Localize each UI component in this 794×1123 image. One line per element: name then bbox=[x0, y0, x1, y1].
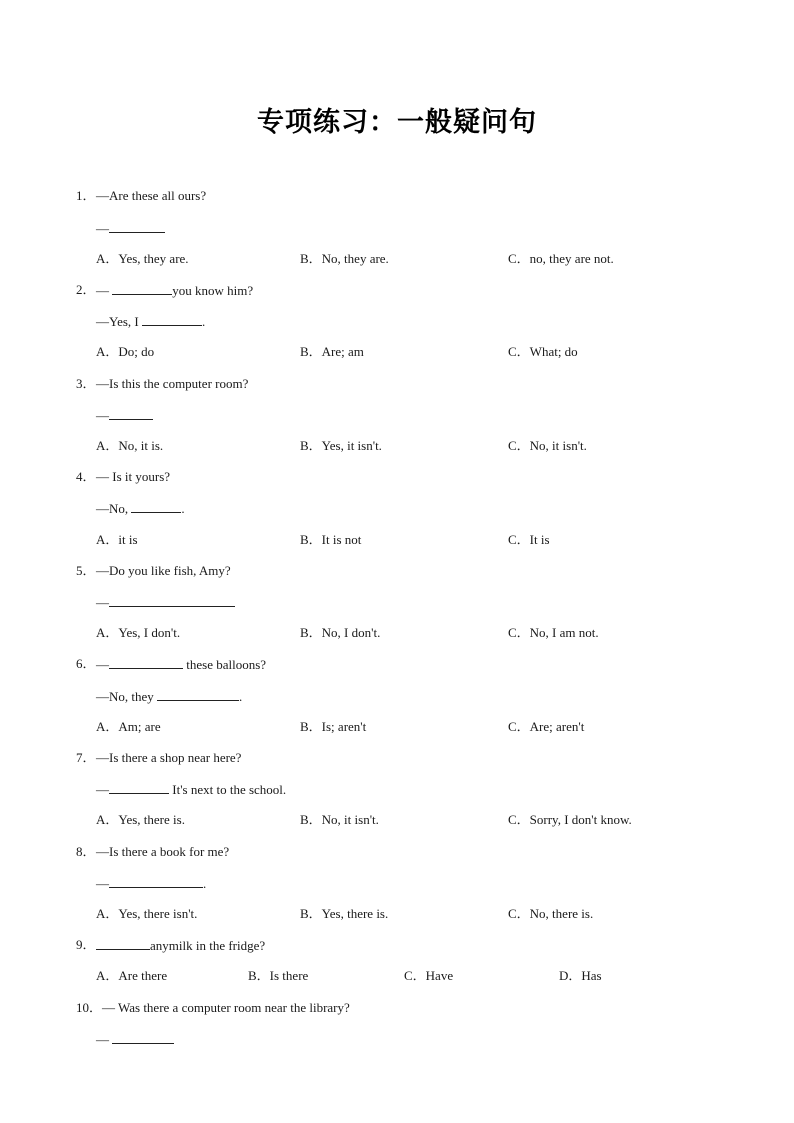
reply-tail: It's next to the school. bbox=[169, 782, 287, 797]
option-b[interactable]: B．Is there bbox=[248, 968, 309, 983]
question-stem: —Is there a shop near here? bbox=[96, 750, 242, 765]
answer-blank[interactable] bbox=[109, 875, 203, 888]
answer-blank[interactable] bbox=[157, 688, 239, 701]
option-b[interactable]: B．Yes, it isn't. bbox=[300, 438, 382, 453]
question-number: 2． bbox=[76, 282, 96, 297]
option-c[interactable]: C．It is bbox=[508, 532, 550, 547]
option-c[interactable]: C．No, there is. bbox=[508, 906, 594, 921]
option-c[interactable]: C．No, it isn't. bbox=[508, 438, 587, 453]
question-6-reply bbox=[96, 688, 242, 705]
option-c[interactable]: C．Are; aren't bbox=[508, 719, 585, 734]
question-3-reply bbox=[96, 407, 153, 424]
option-a[interactable]: A．No, it is. bbox=[96, 438, 164, 453]
stem-lead: — bbox=[96, 283, 113, 298]
question-number: 6． bbox=[76, 656, 96, 671]
answer-blank[interactable] bbox=[142, 313, 202, 326]
stem-tail: you know him? bbox=[172, 283, 254, 298]
reply-dash: — bbox=[96, 1032, 113, 1047]
question-10-reply bbox=[96, 1031, 174, 1048]
reply-lead: —Yes, I bbox=[96, 314, 142, 329]
question-stem: —Do you like fish, Amy? bbox=[96, 563, 231, 578]
option-a[interactable]: A．Do; do bbox=[96, 344, 155, 359]
question-number: 4． bbox=[76, 469, 96, 484]
option-b[interactable]: B．No, it isn't. bbox=[300, 812, 379, 827]
option-c[interactable]: C．No, I am not. bbox=[508, 625, 599, 640]
option-a[interactable]: A．Yes, there is. bbox=[96, 812, 185, 827]
reply-dash: — bbox=[96, 408, 109, 423]
option-c[interactable]: C．What; do bbox=[508, 344, 578, 359]
option-a[interactable]: A．Am; are bbox=[96, 719, 161, 734]
stem-tail: these balloons? bbox=[183, 657, 267, 672]
answer-blank[interactable] bbox=[131, 500, 181, 513]
question-stem: — Is it yours? bbox=[96, 469, 171, 484]
reply-dash: — bbox=[96, 595, 109, 610]
question-number: 8． bbox=[76, 844, 96, 859]
answer-blank[interactable] bbox=[109, 220, 165, 233]
option-d[interactable]: D．Has bbox=[559, 968, 602, 983]
option-a[interactable]: A．Yes, there isn't. bbox=[96, 906, 198, 921]
reply-dash: — bbox=[96, 221, 109, 236]
reply-tail: . bbox=[202, 314, 206, 329]
page-title: 专项练习：一般疑问句 bbox=[257, 107, 537, 138]
stem-lead: — bbox=[96, 657, 109, 672]
question-number: 1． bbox=[76, 188, 96, 203]
answer-blank[interactable] bbox=[112, 1031, 174, 1044]
option-a[interactable]: A．Yes, I don't. bbox=[96, 625, 181, 640]
option-b[interactable]: B．No, I don't. bbox=[300, 625, 381, 640]
option-b[interactable]: B．No, they are. bbox=[300, 251, 389, 266]
reply-tail: . bbox=[181, 501, 185, 516]
question-number: 7． bbox=[76, 750, 96, 765]
option-b[interactable]: B．Is; aren't bbox=[300, 719, 367, 734]
option-a[interactable]: A．Yes, they are. bbox=[96, 251, 189, 266]
question-7-reply bbox=[96, 781, 286, 798]
question-1-reply bbox=[96, 220, 165, 237]
question-number: 3． bbox=[76, 376, 96, 391]
question-stem bbox=[96, 656, 266, 673]
question-2-reply bbox=[96, 313, 205, 330]
reply-dash: — bbox=[96, 876, 109, 891]
option-b[interactable]: B．It is not bbox=[300, 532, 362, 547]
question-stem bbox=[96, 937, 265, 954]
question-4-reply bbox=[96, 500, 185, 517]
answer-blank[interactable] bbox=[109, 407, 153, 420]
answer-blank[interactable] bbox=[112, 282, 172, 295]
option-a[interactable]: A．it is bbox=[96, 532, 138, 547]
question-stem: —Is this the computer room? bbox=[96, 376, 249, 391]
answer-blank[interactable] bbox=[96, 937, 150, 950]
option-b[interactable]: B．Are; am bbox=[300, 344, 364, 359]
answer-blank[interactable] bbox=[109, 594, 235, 607]
reply-tail: . bbox=[203, 876, 207, 891]
question-number: 5． bbox=[76, 563, 96, 578]
option-c[interactable]: C．Sorry, I don't know. bbox=[508, 812, 632, 827]
reply-dash: — bbox=[96, 782, 109, 797]
question-stem bbox=[96, 282, 253, 299]
stem-tail: anymilk in the fridge? bbox=[150, 938, 266, 953]
question-number: 10． bbox=[76, 1000, 103, 1015]
reply-tail: . bbox=[239, 689, 243, 704]
option-c[interactable]: C．no, they are not. bbox=[508, 251, 614, 266]
option-b[interactable]: B．Yes, there is. bbox=[300, 906, 389, 921]
question-stem: — Was there a computer room near the library? bbox=[102, 1000, 350, 1015]
question-number: 9． bbox=[76, 937, 96, 952]
question-5-reply bbox=[96, 594, 235, 611]
reply-lead: —No, bbox=[96, 501, 132, 516]
reply-lead: —No, they bbox=[96, 689, 158, 704]
question-stem: —Are these all ours? bbox=[96, 188, 207, 203]
answer-blank[interactable] bbox=[109, 656, 183, 669]
question-stem: —Is there a book for me? bbox=[96, 844, 230, 859]
answer-blank[interactable] bbox=[109, 781, 169, 794]
option-c[interactable]: C．Have bbox=[404, 968, 454, 983]
question-8-reply bbox=[96, 875, 206, 892]
option-a[interactable]: A．Are there bbox=[96, 968, 168, 983]
